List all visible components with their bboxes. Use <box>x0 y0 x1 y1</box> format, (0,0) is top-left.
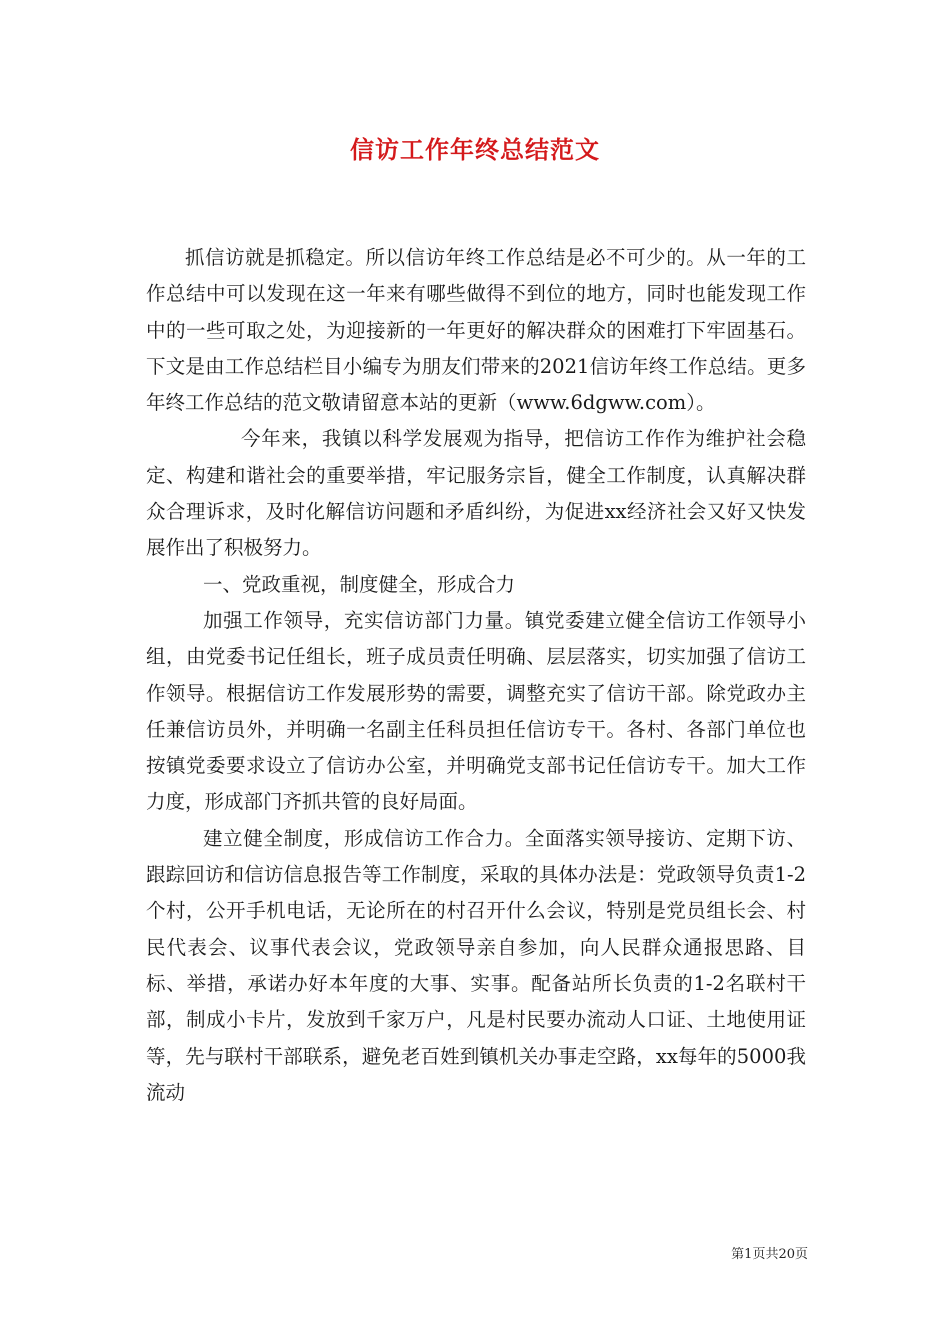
paragraph-intro: 抓信访就是抓稳定。所以信访年终工作总结是必不可少的。从一年的工作总结中可以发现在这一年来有哪些做得不到位的地方，同时也能发现工作中的一些可取之处，为迎接新的一年更好的解决群众的困难打下牢固基石。下文是由工作总结栏目小编专为朋友们带来的2021信访年终工作总结。更多年终工作总结的范文敬请留意本站的更新（www.6dgww.com）。 <box>146 246 806 415</box>
page-number: 第1页共20页 <box>731 1247 808 1262</box>
paragraph-leadership: 加强工作领导，充实信访部门力量。镇党委建立健全信访工作领导小组，由党委书记任组长，班子成员责任明确、层层落实，切实加强了信访工作领导。根据信访工作发展形势的需要，调整充实了信访干部。除党政办主任兼信访员外，并明确一名副主任科员担任信访专干。各村、各部门单位也按镇党委要求设立了信访办公室，并明确党支部书记任信访专干。加大工作力度，形成部门齐抓共管的良好局面。 <box>146 608 806 814</box>
section-heading: 一、党政重视，制度健全，形成合力 <box>203 572 516 596</box>
paragraph-overview: 今年来，我镇以科学发展观为指导，把信访工作作为维护社会稳定、构建和谐社会的重要举措，牢记服务宗旨，健全工作制度，认真解决群众合理诉求，及时化解信访问题和矛盾纠纷，为促进xx经济社会又好又快发展作出了积极努力。 <box>146 427 806 560</box>
document-title: 信访工作年终总结范文 <box>350 135 600 164</box>
document-body <box>146 240 806 1111</box>
paragraph-system: 建立健全制度，形成信访工作合力。全面落实领导接访、定期下访、跟踪回访和信访信息报告等工作制度，采取的具体办法是：党政领导负责1-2个村，公开手机电话，无论所在的村召开什么会议，特别是党员组长会、村民代表会、议事代表会议，党政领导亲自参加，向人民群众通报思路、目标、举措，承诺办好本年度的大事、实事。配备站所长负责的1-2名联村干部，制成小卡片，发放到千家万户，凡是村民要办流动人口证、土地使用证等，先与联村干部联系，避免老百姓到镇机关办事走空路，xx每年的5000我流动 <box>146 826 806 1104</box>
